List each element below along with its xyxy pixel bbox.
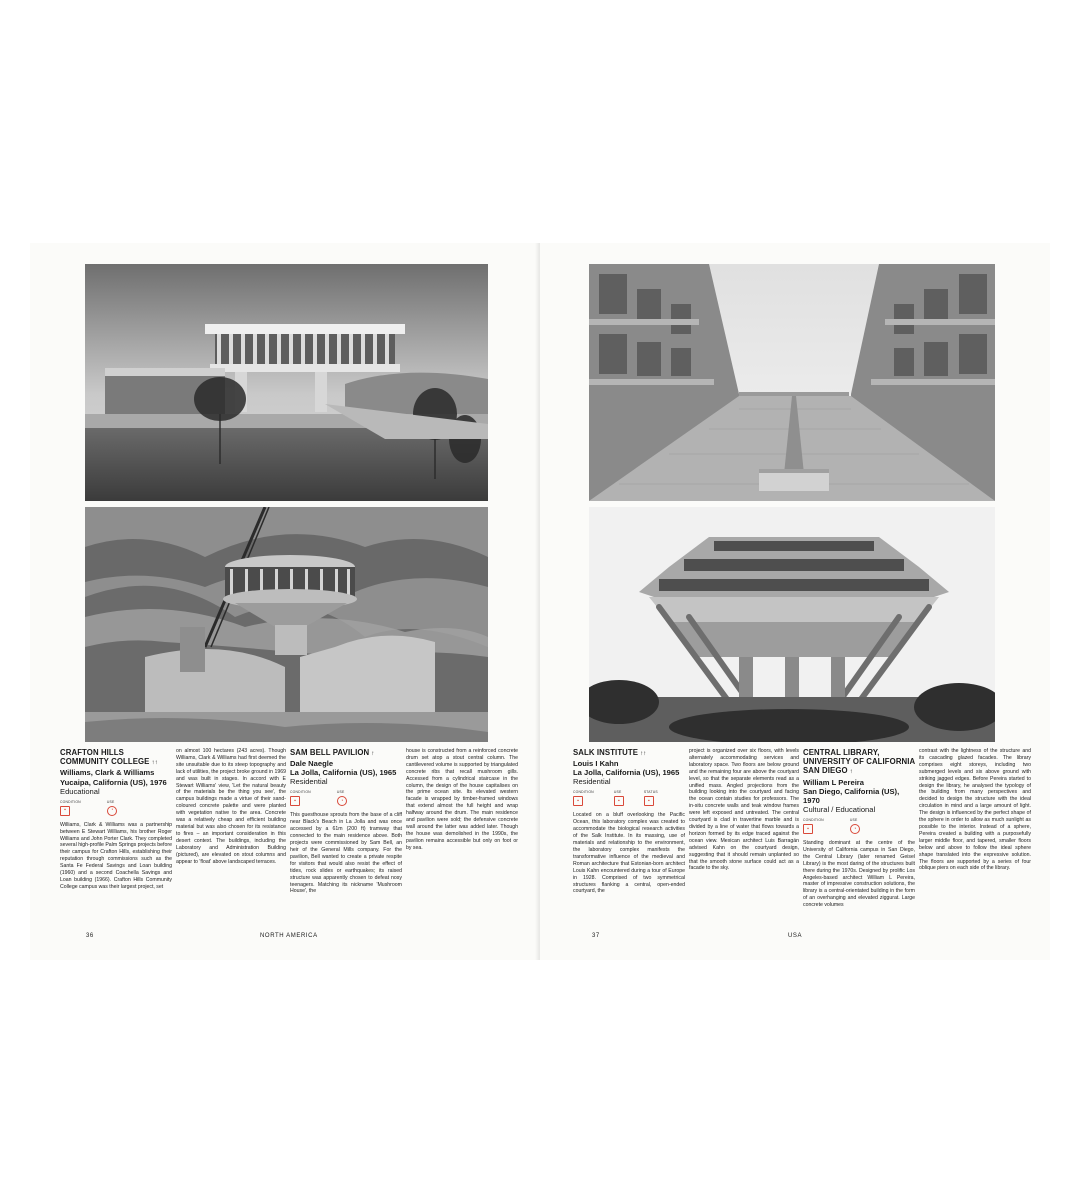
use-rating [107, 800, 117, 816]
photo-salk-institute [589, 264, 995, 501]
use-icon: ◔ [850, 824, 860, 834]
rating-arrows: ↑↑ [640, 751, 647, 757]
entry-category: Residential [290, 777, 328, 787]
entry-body: This guesthouse sprouts from the base of a cliff near Black's Beach in La Jolla and was once accessed by a 61m (200 ft) tramway that connected to the main residence above. Both projects were commissioned by Sam Bell, an heir of the General Mills company. For the pavilion, Bell wanted to create a private respite for visitors that would also resist the effect of tides, rock slides or earthquakes; its raised structure was apparently chosen to defeat nosy teenagers. Matching its nickname 'Mushroom House', the [290, 812, 402, 895]
condition-rating [803, 818, 824, 834]
status-rating [644, 790, 658, 806]
use-icon: ◔ [337, 796, 347, 806]
entry-architect: William L Pereira [803, 777, 864, 787]
rating-arrows: ↑ [371, 751, 375, 757]
photo-central-library-ucsd [589, 507, 995, 742]
entry-salk-institute [573, 748, 685, 895]
running-head: NORTH AMERICA [260, 933, 318, 939]
rating-icons [60, 800, 172, 816]
use-rating [614, 790, 624, 806]
rating-icons [573, 790, 685, 806]
use-icon: ▪ [614, 796, 624, 806]
entry-location: San Diego, California (US), 1970 [803, 786, 900, 805]
entry-category: Cultural / Educational [803, 804, 876, 814]
condition-icon: ▪ [573, 796, 583, 806]
entry-crafton-hills-continued: on almost 100 hectares (243 acres). Though Williams, Clark & Williams had first deemed the site unsuitable due to its steep topography and lack of utilities, the project broke ground in 1969 and was built in stages. In accord with E Stewart Williams' view, 'Let the natural beauty of the materials be the thing you see', the campus buildings made a virtue of their sand-coloured concrete palette and were planted with vegetation native to the area. Concrete was a relatively cheap and efficient building material but was also chosen for its resistance to fires – an important consideration in this desert context. The buildings, including the Laboratory and Administration Building (pictured), are elevated on stout columns and appear to 'float' above landscaped terraces. [176, 748, 286, 865]
use-label: USE [849, 817, 858, 822]
condition-rating [573, 790, 594, 806]
entry-central-library-continued: contrast with the lightness of the structure and its cascading glazed facades. The library comprises eight storeys, including two submerged levels and six above ground with striking jagged edges. Before Pereira started to design the library, he analysed the typology of the building from many perspectives and decided to design the structure with the ideal circulation in mind and a large amount of light. The design is influenced by the perfect shape of the sphere in order to allow as much sunlight as possible to the interior. Instead of a sphere, Pereira created a building with a purposefully larger middle floor, and tapered, smaller floors below and above to follow the ideal sphere shape translated into the expressive solution. The floors are supported by a series of four oblique piers on each side of the library. [919, 748, 1031, 872]
page-number: 36 [86, 933, 94, 939]
entry-title: CENTRAL LIBRARY, UNIVERSITY OF CALIFORNIA SAN DIEGO ↑ [803, 748, 915, 776]
entry-title: CRAFTON HILLS COMMUNITY COLLEGE ↑↑ [60, 748, 158, 767]
use-rating [337, 790, 347, 806]
condition-icon: ▪ [803, 824, 813, 834]
entry-title: SAM BELL PAVILION ↑ [290, 748, 375, 757]
entry-sam-bell-pavilion [290, 748, 402, 895]
photo-sam-bell-pavilion [85, 507, 488, 742]
condition-rating [60, 800, 81, 816]
entry-location: Yucaipa, California (US), 1976 [60, 777, 167, 787]
entry-architect: Williams, Clark & Williams [60, 768, 155, 778]
rating-icons [290, 790, 402, 806]
photo-crafton-hills [85, 264, 488, 501]
right-page [540, 243, 1050, 960]
entry-body: Standing dominant at the centre of the University of California campus in San Diego, the Central Library (later renamed Geisel Library) is the most daring of the structures built there during the 1970s. Designed by prolific Los Angeles-based architect William L Pereira, master of impressive construction solutions, the library is a central-orientated building in the form of an overhanging and elevated ziggurat. Large concrete volumes [803, 839, 915, 909]
rating-icons [803, 818, 915, 834]
entry-architect: Louis I Kahn [573, 759, 619, 769]
entry-location: La Jolla, California (US), 1965 [573, 768, 680, 778]
entry-category: Residential [573, 777, 611, 787]
condition-label: CONDITION [290, 790, 311, 795]
status-icon: ▪ [644, 796, 654, 806]
entry-architect: Dale Naegle [290, 759, 334, 769]
entry-central-library [803, 748, 915, 909]
use-label: USE [106, 799, 115, 804]
running-head: USA [788, 933, 803, 939]
status-label: STATUS [643, 790, 658, 795]
condition-label: CONDITION [60, 799, 81, 804]
condition-label: CONDITION [803, 817, 824, 822]
use-rating [850, 818, 860, 834]
condition-icon: ▪ [60, 806, 70, 816]
use-icon: ◔ [107, 806, 117, 816]
condition-rating [290, 790, 311, 806]
entry-body: Located on a bluff overlooking the Pacific Ocean, this laboratory complex was created to accommodate the biological research activities of the Salk Institute. In its massing, use of materials and relationship to the environment, the laboratory complex manifests the transformative influence of the medieval and Roman architecture that Estonian-born architect Louis Kahn encountered during a tour of Europe in 1928. Comprised of two symmetrical structures flanking a central, open-ended courtyard, the [573, 812, 685, 895]
rating-arrows: ↑↑ [151, 760, 158, 767]
use-label: USE [613, 790, 622, 795]
condition-icon: ▪ [290, 796, 300, 806]
rating-arrows: ↑ [849, 769, 853, 776]
entry-location: La Jolla, California (US), 1965 [290, 768, 397, 778]
page-number: 37 [592, 933, 600, 939]
entry-category: Educational [60, 786, 100, 796]
entry-sam-bell-continued: house is constructed from a reinforced concrete drum set atop a stout central column. The cantilevered volume is supported by triangulated concrete ribs that recall mushroom gills. Accessed from a cylindrical staircase in the column, the design of the house capitalises on the prime ocean site. Its elevated western facade is wrapped by timber-framed windows that extend almost the full height and wrap halfway around the drum. The main residence and pavilion were sold; the defensive concrete wall around the latter was added later. Though the house was demolished in the 1990s, the pavilion remains accessible but only on foot or by sea. [406, 748, 518, 851]
entry-title: SALK INSTITUTE ↑↑ [573, 748, 647, 757]
book-spread [30, 243, 1050, 960]
entry-salk-continued: project is organized over six floors, with levels alternately accommodating services and laboratory space. Two floors are below ground and the remaining four are above the courtyard level, so that the separate elements read as a unified mass. Angled projections from the building looking into the courtyard and facing the ocean contain studies for professors. The in-situ concrete walls and teak window frames were left exposed and untreated. The central courtyard is clad in travertine marble and is divided by a line of water that flows towards a horizon formed by its edge traced against the ocean view. Mexican architect Luis Barragán advised Kahn on the courtyard design, suggesting that it should remain unplanted so that the smooth stone surface could act as a facade to the sky. [689, 748, 799, 872]
use-label: USE [336, 790, 345, 795]
entry-body: Williams, Clark & Williams was a partnership between E Stewart Williams, his brother Roger Williams and John Porter Clark. They completed several high-profile Palm Springs projects before their campus for Crafton Hills, establishing their reputation through commissions such as the Santa Fe Federal Savings and Loan building (1960) and a second Coachella Savings and Loan building (1966). Crafton Hills Community College campus was their largest project, set [60, 821, 172, 890]
entry-crafton-hills [60, 748, 172, 891]
left-page [30, 243, 538, 960]
condition-label: CONDITION [573, 790, 594, 795]
